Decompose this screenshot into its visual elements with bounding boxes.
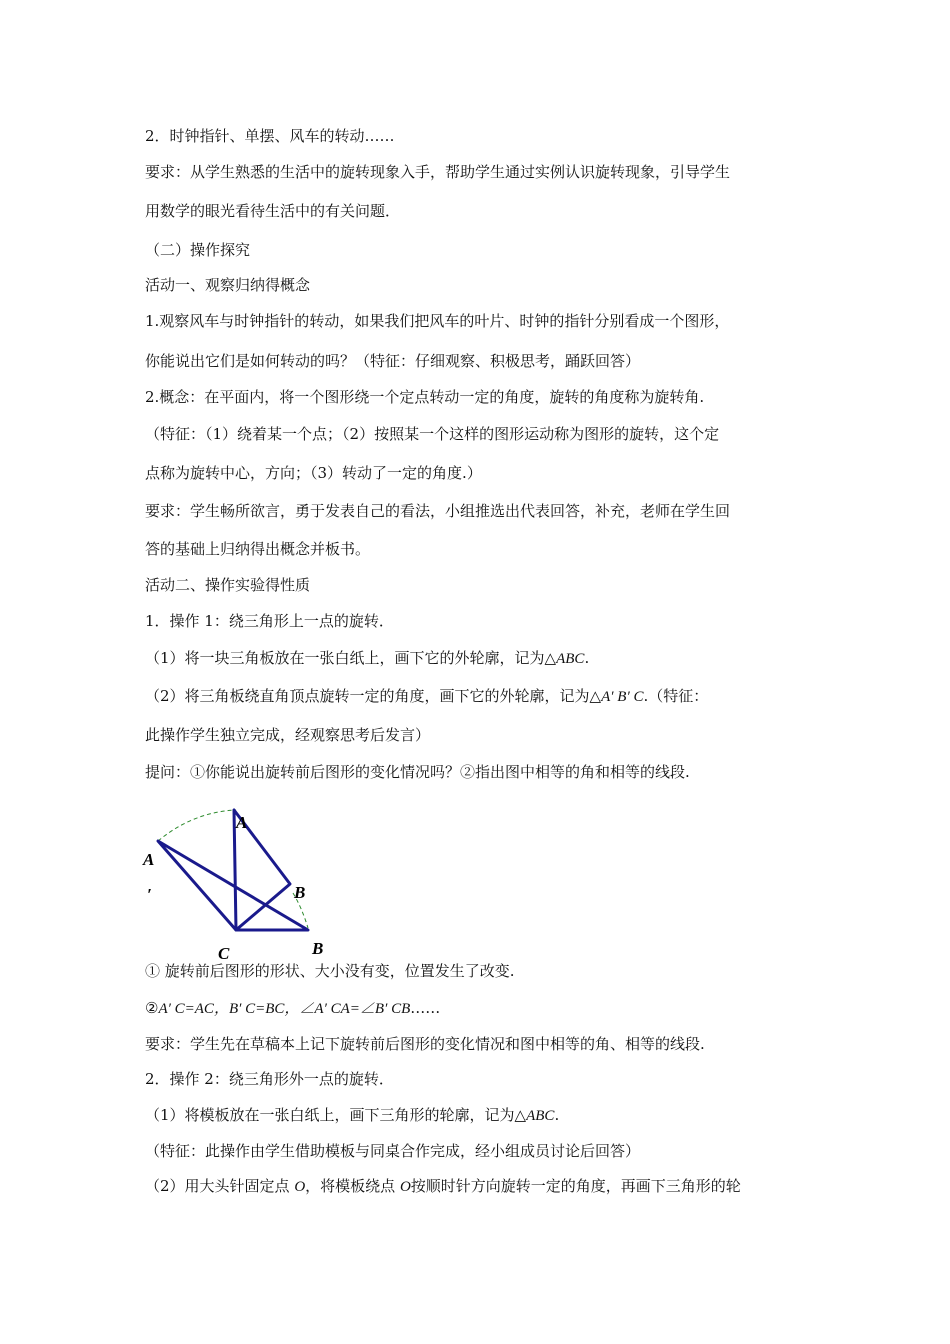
rotation-arc [158,810,236,841]
text-line: 用数学的眼光看待生活中的有关问题． [145,202,401,220]
text-line: 1．操作 1：绕三角形上一点的旋转． [145,612,394,630]
answer-line: ②A′ C=AC，B′ C=BC，∠A′ CA=∠B′ CB…… [145,999,441,1017]
text-line: 此操作学生独立完成，经观察思考后发言） [145,726,431,744]
text-line: 2．时钟指针、单摆、风车的转动…… [145,127,395,145]
text-line: 要求：从学生熟悉的生活中的旋转现象入手，帮助学生通过实例认识旋转现象，引导学生 [145,163,731,181]
text-line: 你能说出它们是如何转动的吗？（特征：仔细观察、积极思考，踊跃回答） [145,352,641,370]
answer-line: ① 旋转前后图形的形状、大小没有变，位置发生了改变. [145,962,515,980]
text-line: （2）用大头针固定点 O，将模板绕点 O按顺时针方向旋转一定的角度，再画下三角形的轮 [145,1177,741,1195]
text-line: 2．操作 2：绕三角形外一点的旋转． [145,1070,394,1088]
text-line: 点称为旋转中心，方向；（3）转动了一定的角度.） [145,464,482,482]
text-line: 要求：学生先在草稿本上记下旋转前后图形的变化情况和图中相等的角、相等的线段. [145,1035,705,1053]
triangle-abc [158,841,308,930]
label-b: B [312,939,324,958]
label-b-prime: B [294,883,306,902]
label-a: A [143,850,155,869]
text-line: （1）将一块三角板放在一张白纸上，画下它的外轮廓，记为△ABC. [145,649,590,667]
rotation-figure [138,808,338,963]
activity-heading: 活动一、观察归纳得概念 [145,276,311,294]
text-line: 答的基础上归纳得出概念并板书。 [145,540,371,558]
label-prime-mark: ′ [147,885,152,904]
section-heading: （二）操作探究 [145,241,251,259]
label-c: C [218,944,230,963]
text-line: 要求：学生畅所欲言，勇于发表自己的看法，小组推选出代表回答，补充，老师在学生回 [145,502,731,520]
activity-heading: 活动二、操作实验得性质 [145,576,311,594]
text-line: （特征：（1）绕着某一个点；（2）按照某一个这样的图形运动称为图形的旋转，这个定 [145,425,720,443]
text-line: 2.概念：在平面内，将一个图形绕一个定点转动一定的角度，旋转的角度称为旋转角. [145,388,705,406]
text-line: （1）将模板放在一张白纸上，画下三角形的轮廓，记为△ABC. [145,1106,560,1124]
text-line: （2）将三角板绕直角顶点旋转一定的角度，画下它的外轮廓，记为△A′ B′ C.（特征： [145,687,709,705]
text-line: 1.观察风车与时钟指针的转动，如果我们把风车的叶片、时钟的指针分别看成一个图形， [145,312,730,330]
text-line: （特征：此操作由学生借助模板与同桌合作完成，经小组成员讨论后回答） [145,1142,641,1160]
label-a-prime: A [236,813,248,832]
question-line: 提问：①你能说出旋转前后图形的变化情况吗？②指出图中相等的角和相等的线段. [145,763,690,781]
